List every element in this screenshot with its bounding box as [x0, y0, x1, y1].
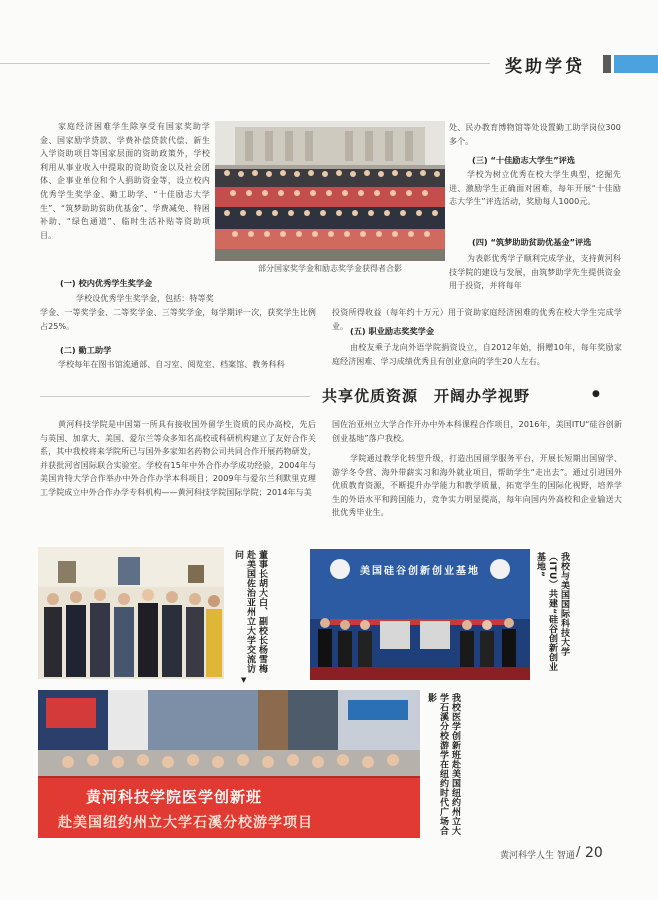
signboard-text: 美国硅谷创新创业基地 — [360, 566, 480, 577]
intro-paragraph: 家庭经济困难学生除享受有国家奖助学金、国家励学贷款、学费补偿贷款代偿、新生入学资助项目等国家层面的资助政策外，学校利用从事业收入中提取的资助资金以及社会团体、企事业单位和个人捐助资金等，设立校内优秀学生奖学金、勤工助学、“十佳励志大学生”、“筑梦助助贫助优基金”、学费减免、特困补助、“绿色通道”、临时生活补贴等资助项目。 — [40, 122, 210, 240]
caption-arrow-icon: ▼ — [241, 676, 247, 684]
subheading-top-ten: (三) “十佳励志大学生”评选 — [472, 155, 575, 165]
footer-journal: 黄河科学人生 智通 — [500, 851, 575, 861]
delegation-photo-caption: 董事长胡大白、副校长杨雪梅赴美国佐治亚州立大学交流访问 — [233, 550, 267, 674]
section2-bullet-icon: ● — [592, 389, 600, 399]
delegation-visit-photo — [38, 547, 224, 679]
section-title: 奖助学贷 — [505, 57, 585, 77]
subheading-career-scholarship: (五) 职业励志奖奖学金 — [350, 326, 435, 336]
times-square-photo-caption: 我校医学创新班赴美国纽约州立大学石溪分校游学在纽约时代广场合影 — [426, 693, 460, 836]
international-paragraph-left: 黄河科技学院是中国第一所具有接收国外留学生资质的民办高校，先后与英国、加拿大、美国、爱尔兰等众多知名高校或科研机构建立了友好合作关系，其中我校将来学院所已与国外多家知名药物公司共同合作开展药物研发，并获批河省国际联合实验室。学校有15年中外合作办学成功经验，2004年与美国肯特大学合作举办中外合作办学本科项目；2009年与爱尔兰利默里克理工学院成立中外合作办学专科机构——黄河科技学院国际学院；2014年与美 — [40, 420, 316, 497]
scholarship-paragraph-a: 学校设优秀学生奖学金，包括：特等奖 — [76, 294, 214, 303]
footer-divider: / — [576, 845, 581, 860]
subheading-fund: (四) “筑梦助助贫助优基金”评选 — [472, 237, 592, 247]
subheading-scholarship: (一) 校内优秀学生奖学金 — [60, 278, 153, 288]
header-accent-bar — [603, 55, 611, 73]
scholarship-paragraph-b: 学金、一等奖学金、二等奖学金、三等奖学金，每学期评一次，获奖学生比例占25%。 — [40, 308, 316, 331]
header-accent-bar — [614, 55, 658, 73]
international-paragraph-right-1: 国佐治亚州立大学合作开办中外本科课程合作项目，2016年，美国ITU“硅谷创新创业基地”落户我校。 — [332, 420, 622, 443]
group-photo-caption: 部分国家奖学金和励志奖学金获得者合影 — [258, 264, 402, 273]
work-study-continued: 处、民办教育博物馆等处设置勤工助学岗位300多个。 — [449, 123, 621, 146]
section2-rule — [40, 396, 310, 397]
banner-sub-text: 赴美国纽约州立大学石溪分校游学项目 — [58, 815, 313, 831]
work-study-paragraph: 学校每年在图书馆流通部、自习室、阅览室、档案馆、教务科科 — [58, 360, 285, 369]
banner-main-text: 黄河科技学院医学创新班 — [86, 788, 263, 806]
fund-paragraph-a: 为表彰优秀学子顺利完成学业，支持黄河科技学院的建设与发展，由筑梦助学先生提供资金用于投资，并将每年 — [449, 254, 621, 291]
fund-paragraph-b: 投资所得收益（每年约十万元）用于资助家庭经济困难的优秀在校大学生完成学业。 — [332, 308, 622, 331]
section2-title: 共享优质资源 开阔办学视野 — [322, 387, 531, 405]
top-ten-paragraph: 学校为树立优秀在校大学生典型，挖掘先进、激励学生正确面对困难，每年开展“十佳励志大学生”评选活动，奖励每人1000元。 — [449, 170, 621, 207]
scholarship-group-photo — [215, 121, 445, 261]
section-header — [0, 49, 658, 79]
subheading-work-study: (二) 勤工助学 — [60, 345, 112, 355]
career-scholarship-paragraph: 由校友乘子龙向外语学院捐资设立，自2012年始，捐赠10年，每年奖励家庭经济困难、学习成绩优秀且有创业意向的学生20人左右。 — [332, 343, 622, 366]
silicon-valley-photo-caption: 我校与美国国际科技大学（ITU）共建“硅谷创新创业基地” — [535, 552, 569, 672]
page-number: 20 — [585, 845, 603, 861]
international-paragraph-right-2: 学院通过教学化转型升级，打造出国留学服务平台，开展长短期出国留学、游学冬令营、海外带薪实习和海外就业项目，帮助学生“走出去”。通过引进国外优质教育资源，不断提升办学能力和教学质量，拓宽学生的国际化视野，培养学生的外语水平和跨国能力，竞争实力明显提高，每年向国内外高校和企业输送大批优秀毕业生。 — [332, 454, 622, 518]
